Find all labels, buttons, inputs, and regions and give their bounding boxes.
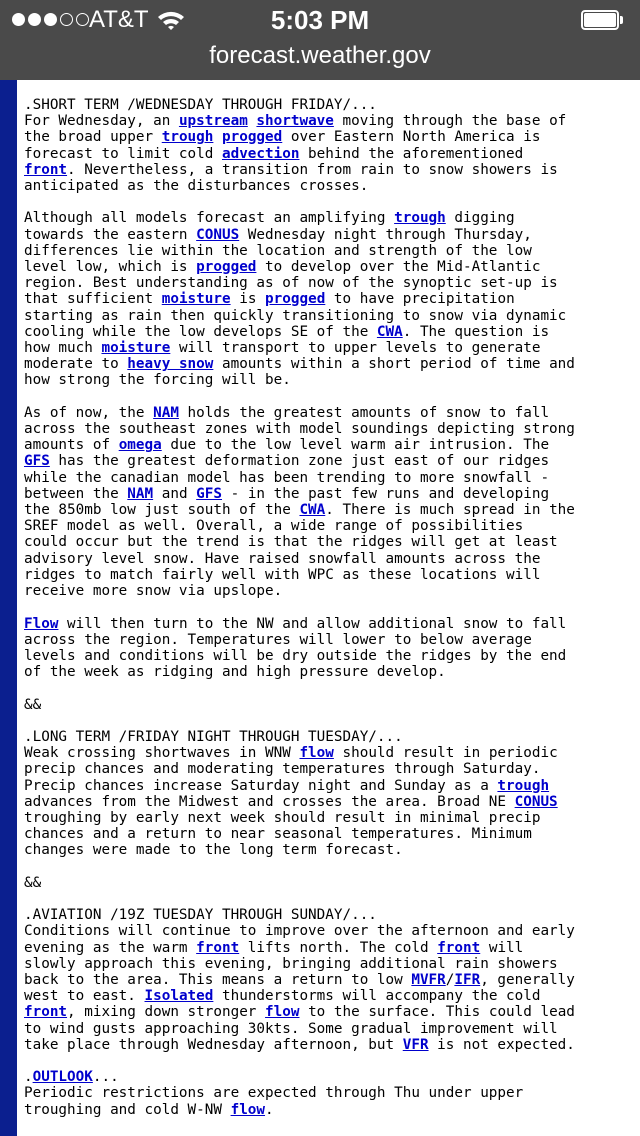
- text-segment: across the region. Temperatures will lower to below average: [24, 631, 532, 648]
- text-line: [24, 129, 541, 145]
- text-line: [24, 664, 446, 680]
- glossary-link[interactable]: IFR: [454, 971, 481, 988]
- text-line: [24, 1069, 119, 1085]
- text-line: [24, 178, 368, 194]
- glossary-link[interactable]: trough: [497, 777, 550, 794]
- text-segment: over Eastern North America is: [282, 129, 541, 146]
- text-line: [24, 616, 566, 632]
- text-line: [24, 502, 575, 518]
- text-segment: digging: [445, 210, 515, 227]
- text-line: [24, 275, 558, 291]
- glossary-link[interactable]: trough: [394, 210, 446, 227]
- text-line: [24, 729, 403, 745]
- text-line: [24, 324, 549, 340]
- glossary-link[interactable]: front: [196, 939, 240, 956]
- glossary-link[interactable]: front: [24, 1004, 68, 1021]
- text-segment: /: [445, 971, 455, 988]
- text-segment: .SHORT TERM /WEDNESDAY THROUGH FRIDAY/...: [24, 97, 377, 113]
- text-line: [24, 1021, 558, 1037]
- glossary-link[interactable]: progged: [222, 129, 283, 146]
- text-segment: advisory level snow. Have raised snowfall amounts across the: [24, 550, 541, 567]
- text-segment: anticipated as the disturbances crosses.: [24, 178, 369, 195]
- text-line: [24, 761, 540, 777]
- glossary-link[interactable]: VFR: [402, 1036, 429, 1053]
- text-line: [24, 842, 403, 858]
- forecast-discussion-text: [24, 97, 634, 1118]
- text-line: [24, 745, 558, 761]
- text-segment: SREF model as well. Overall, a wide range of possibilities: [24, 518, 524, 535]
- text-segment: - in the past few runs and developing: [222, 485, 550, 502]
- battery-fill: [584, 13, 616, 27]
- text-line: [24, 875, 41, 891]
- text-line: [24, 923, 575, 939]
- text-segment: . The question is: [402, 323, 550, 340]
- text-segment: behind the aforementioned: [299, 145, 524, 162]
- text-segment: back to the area. This means a return to low: [24, 971, 412, 988]
- glossary-link[interactable]: flow: [299, 745, 334, 762]
- text-segment: . There is much spread in the: [325, 502, 575, 519]
- glossary-link[interactable]: upstream: [178, 113, 248, 130]
- text-segment: chances and a return to near seasonal temperatures. Minimum: [24, 826, 532, 843]
- text-line: [24, 113, 566, 129]
- glossary-link[interactable]: flow: [265, 1004, 300, 1021]
- text-segment: advances from the Midwest and crosses the area. Broad NE: [24, 793, 515, 810]
- text-line: [24, 518, 523, 534]
- glossary-link[interactable]: NAM: [127, 485, 154, 502]
- text-line: [24, 259, 540, 275]
- text-segment: cooling while the low develops SE of the: [24, 323, 377, 340]
- text-line: [24, 810, 540, 826]
- text-line: [24, 632, 532, 648]
- text-segment: should result in periodic: [333, 745, 558, 762]
- text-line: [24, 551, 540, 567]
- text-segment: will transport to upper levels to generate: [170, 340, 541, 357]
- text-segment: towards the eastern: [24, 226, 197, 243]
- text-line: [24, 356, 575, 372]
- glossary-link[interactable]: CWA: [299, 502, 326, 519]
- text-line: [24, 291, 515, 307]
- text-line: [24, 210, 515, 226]
- glossary-link[interactable]: shortwave: [256, 113, 334, 130]
- text-line: [24, 534, 558, 550]
- text-line: [24, 421, 575, 437]
- text-segment: .LONG TERM /FRIDAY NIGHT THROUGH TUESDAY/...: [24, 728, 403, 745]
- text-segment: holds the greatest amounts of snow to fall: [178, 404, 550, 421]
- text-line: [24, 405, 549, 421]
- text-segment: lifts north. The cold: [239, 939, 438, 956]
- text-segment: amounts of: [24, 437, 119, 454]
- text-segment: to wind gusts approaching 30kts. Some gradual improvement will: [24, 1020, 558, 1037]
- text-segment: to develop over the Mid-Atlantic: [256, 259, 541, 276]
- text-segment: receive more snow via upslope.: [24, 583, 283, 600]
- text-segment: and: [153, 485, 197, 502]
- text-segment: could occur but the trend is that the ridges will get at least: [24, 534, 558, 551]
- glossary-link[interactable]: Flow: [24, 615, 59, 632]
- text-line: [24, 1102, 274, 1118]
- text-segment: the broad upper: [24, 129, 162, 146]
- text-segment: Although all models forecast an amplifying: [24, 210, 395, 227]
- text-line: [24, 486, 549, 502]
- text-segment: take place through Wednesday afternoon, but: [24, 1036, 403, 1053]
- glossary-link[interactable]: moisture: [101, 340, 171, 357]
- text-line: [24, 243, 532, 259]
- text-segment: is not expected.: [428, 1036, 575, 1053]
- glossary-link[interactable]: moisture: [161, 291, 231, 308]
- text-segment: changes were made to the long term forecast.: [24, 842, 403, 859]
- text-line: [24, 146, 523, 162]
- text-segment: Precip chances increase Saturday night and Sunday as a: [24, 777, 498, 794]
- glossary-link[interactable]: front: [24, 161, 68, 178]
- text-line: [24, 907, 377, 923]
- address-bar[interactable]: forecast.weather.gov: [209, 42, 431, 69]
- text-segment: thunderstorms will accompany the cold: [213, 988, 541, 1005]
- glossary-link[interactable]: CONUS: [196, 226, 240, 243]
- text-segment: forecast to limit cold: [24, 145, 222, 162]
- glossary-link[interactable]: NAM: [153, 404, 179, 421]
- glossary-link[interactable]: CWA: [376, 323, 403, 340]
- text-segment: Wednesday night through Thursday,: [239, 226, 532, 243]
- page-content: [0, 80, 640, 1136]
- text-segment: amounts within a short period of time and: [213, 356, 575, 373]
- text-segment: .: [265, 1101, 274, 1118]
- text-line: [24, 1004, 575, 1020]
- text-segment: to the surface. This could lead: [299, 1004, 575, 1021]
- text-segment: ...: [92, 1069, 119, 1086]
- text-segment: . Nevertheless, a transition from rain to snow showers is: [67, 161, 558, 178]
- text-line: [24, 778, 549, 794]
- status-time: 5:03 PM: [270, 5, 370, 35]
- text-segment: moderate to: [24, 356, 128, 373]
- glossary-link[interactable]: OUTLOOK: [32, 1069, 93, 1086]
- text-segment: will: [480, 939, 524, 956]
- text-line: [24, 567, 540, 583]
- text-segment: , generally: [480, 971, 575, 988]
- glossary-link[interactable]: CONUS: [514, 793, 558, 810]
- text-line: [24, 826, 532, 842]
- battery-tip: [620, 16, 623, 24]
- text-segment: ridges to match fairly well with WPC as these locations will: [24, 566, 541, 583]
- text-line: [24, 794, 558, 810]
- text-segment: levels and conditions will be dry outside the ridges by the end: [24, 647, 567, 664]
- text-segment: troughing by early next week should result in minimal precip: [24, 809, 541, 826]
- glossary-link[interactable]: omega: [118, 437, 162, 454]
- text-segment: slowly approach this evening, bringing additional rain showers: [24, 955, 558, 972]
- text-segment: precip chances and moderating temperatures through Saturday.: [24, 761, 541, 778]
- text-segment: .: [24, 1069, 33, 1086]
- text-line: [24, 97, 377, 113]
- text-segment: Conditions will continue to improve over the afternoon and early: [24, 923, 575, 940]
- text-segment: starting as rain then quickly transitioning to snow via dynamic: [24, 307, 567, 324]
- text-line: [24, 940, 523, 956]
- text-segment: evening as the warm: [24, 939, 197, 956]
- text-segment: has the greatest deformation zone just east of our ridges: [49, 453, 550, 470]
- text-segment: of the week as ridging and high pressure develop.: [24, 664, 446, 681]
- glossary-link[interactable]: progged: [265, 291, 326, 308]
- glossary-link[interactable]: Isolated: [144, 988, 214, 1005]
- glossary-link[interactable]: flow: [230, 1101, 266, 1118]
- text-line: [24, 988, 540, 1004]
- glossary-link[interactable]: front: [437, 939, 481, 956]
- text-segment: while the canadian model has been trending to more snowfall -: [24, 469, 550, 486]
- text-segment: Periodic restrictions are expected through Thu under upper: [24, 1085, 524, 1102]
- top-bar: [0, 0, 640, 80]
- text-segment: , mixing down stronger: [67, 1004, 266, 1021]
- status-bar: [0, 0, 640, 40]
- text-line: [24, 162, 558, 178]
- text-segment: west to east.: [24, 988, 145, 1005]
- text-segment: level low, which is: [24, 259, 197, 276]
- text-line: [24, 470, 549, 486]
- text-segment: .AVIATION /19Z TUESDAY THROUGH SUNDAY/...: [24, 907, 377, 924]
- text-segment: [213, 129, 222, 145]
- glossary-link[interactable]: trough: [161, 129, 214, 146]
- text-line: [24, 437, 549, 453]
- glossary-link[interactable]: MVFR: [411, 971, 446, 988]
- left-sidebar-bar: [0, 80, 17, 1136]
- text-line: [24, 583, 282, 599]
- text-line: [24, 227, 532, 243]
- text-line: [24, 453, 549, 469]
- text-line: [24, 972, 575, 988]
- text-segment: the 850mb low just south of the: [24, 502, 300, 519]
- carrier-name: AT&T: [89, 6, 149, 33]
- text-segment: how strong the forcing will be.: [24, 372, 291, 389]
- text-segment: that sufficient: [24, 291, 162, 308]
- text-line: [24, 648, 566, 664]
- text-line: [24, 372, 291, 388]
- text-segment: As of now, the: [24, 404, 154, 421]
- text-segment: troughing and cold W-NW: [24, 1101, 231, 1118]
- text-line: [24, 697, 41, 713]
- text-segment: Weak crossing shortwaves in WNW: [24, 745, 300, 762]
- text-segment: will then turn to the NW and allow additional snow to fall: [58, 615, 567, 632]
- glossary-link[interactable]: progged: [196, 259, 257, 276]
- text-segment: across the southeast zones with model soundings depicting strong: [24, 421, 575, 438]
- text-segment: For Wednesday, an: [24, 113, 179, 130]
- text-segment: region. Best understanding as of now of the synoptic set-up is: [24, 275, 558, 292]
- glossary-link[interactable]: heavy snow: [127, 356, 214, 373]
- battery-icon: [581, 10, 625, 30]
- text-segment: how much: [24, 340, 102, 357]
- text-line: [24, 956, 558, 972]
- text-line: [24, 308, 566, 324]
- glossary-link[interactable]: advection: [221, 145, 300, 162]
- text-segment: due to the low level warm air intrusion. The: [161, 437, 550, 454]
- text-line: [24, 340, 540, 356]
- text-segment: between the: [24, 485, 128, 502]
- text-segment: to have precipitation: [325, 291, 515, 308]
- text-segment: differences lie within the location and strength of the low: [24, 242, 532, 259]
- glossary-link[interactable]: GFS: [196, 485, 222, 502]
- text-segment: &&: [24, 696, 42, 713]
- text-segment: moving through the base of: [333, 113, 567, 130]
- text-segment: &&: [24, 874, 42, 891]
- text-line: [24, 1085, 523, 1101]
- text-line: [24, 1037, 575, 1053]
- glossary-link[interactable]: GFS: [24, 453, 50, 470]
- text-segment: is: [230, 291, 266, 308]
